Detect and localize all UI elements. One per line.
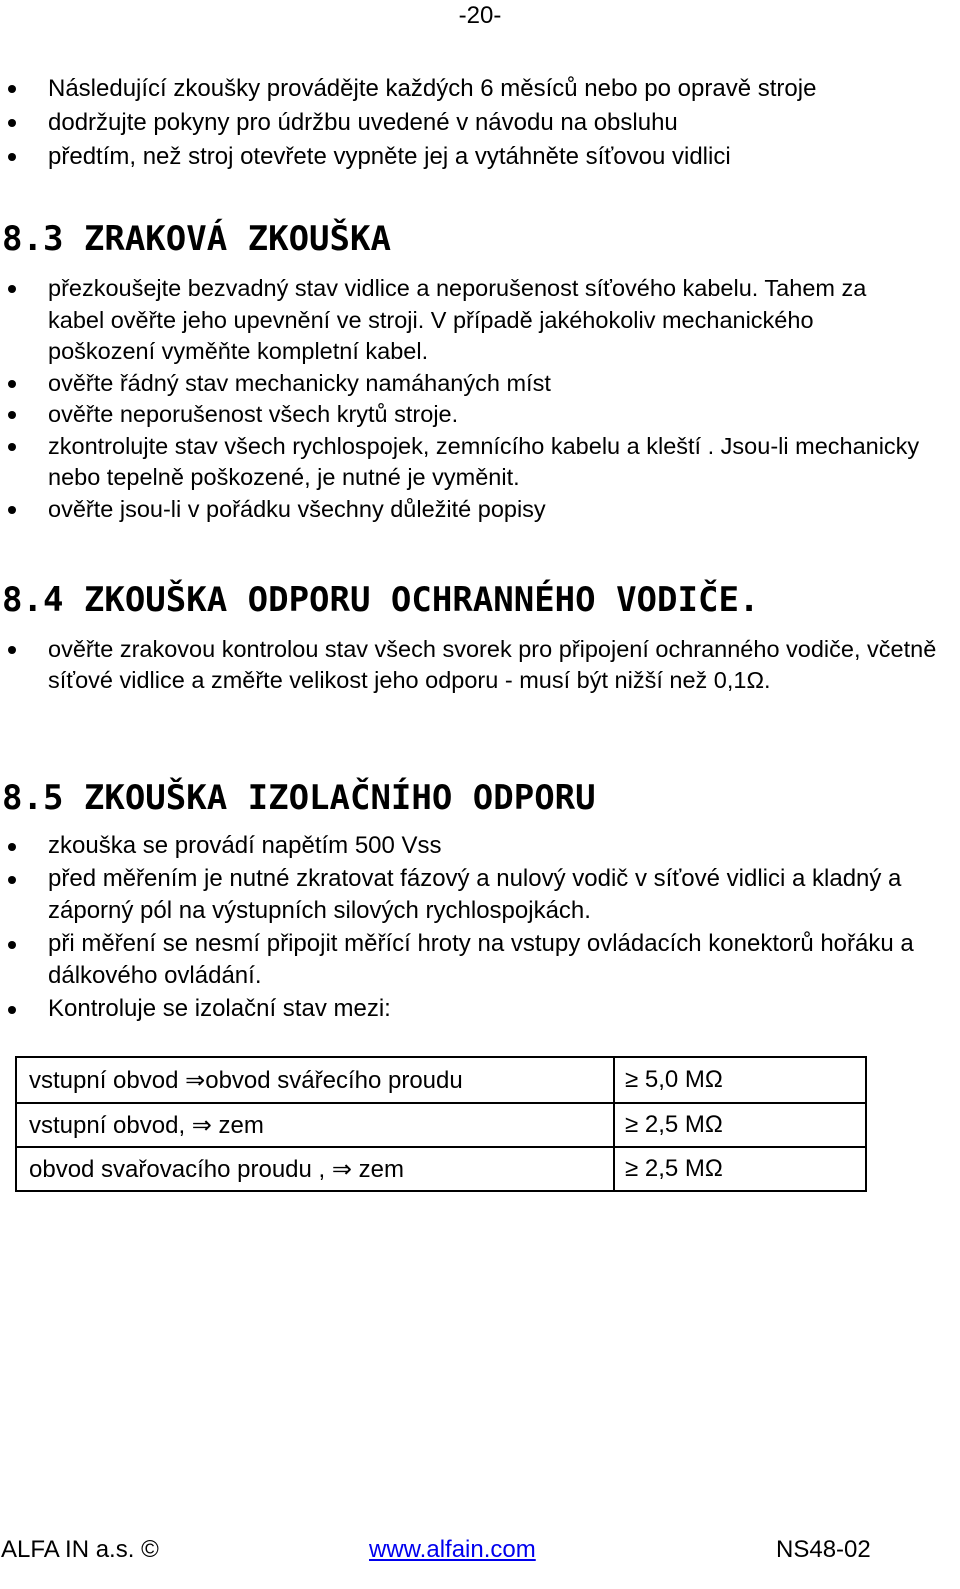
list-item-text: Následující zkoušky provádějte každých 6 měsíců nebo po opravě stroje	[48, 75, 817, 102]
bullet-icon	[8, 411, 16, 419]
section-84-heading: 8.4 ZKOUŠKA ODPORU OCHRANNÉHO VODIČE.	[2, 580, 760, 620]
bullet-icon	[8, 85, 16, 93]
list-item-text: ověřte zrakovou kontrolou stav všech svorek pro připojení ochranného vodiče, včetně síťové vidlice a změřte velikost jeho odporu - musí být nižší než 0,1Ω.	[48, 636, 937, 693]
bullet-icon	[8, 1006, 16, 1014]
bullet-icon	[8, 506, 16, 514]
list-item-text: před měřením je nutné zkratovat fázový a nulový vodič v síťové vidlici a kladný a záporný pól na výstupních silových rychlospojkách.	[48, 864, 902, 924]
list-item	[0, 993, 960, 1026]
list-item	[0, 106, 960, 140]
page-number: -20-	[458, 2, 502, 29]
table-cell-between: obvod svařovacího proudu , ⇒ zem	[16, 1147, 614, 1191]
table-row	[16, 1103, 866, 1147]
table-cell-limit: ≥ 2,5 MΩ	[614, 1147, 866, 1191]
list-item	[0, 863, 960, 928]
list-item-text: předtím, než stroj otevřete vypněte jej a vytáhněte síťovou vidlici	[48, 143, 731, 170]
list-item-text: ověřte neporušenost všech krytů stroje.	[48, 401, 459, 427]
section-84-list	[0, 634, 960, 696]
list-item	[0, 140, 960, 174]
list-item	[0, 368, 960, 400]
page-footer	[0, 1536, 960, 1570]
bullet-icon	[8, 843, 16, 851]
bullet-icon	[8, 876, 16, 884]
insulation-table	[15, 1056, 867, 1192]
table-cell-limit: ≥ 2,5 MΩ	[614, 1103, 866, 1147]
list-item	[0, 634, 960, 696]
list-item-text: zkontrolujte stav všech rychlospojek, zemnícího kabelu a kleští . Jsou-li mechanicky nebo tepelně poškozené, je nutné je vyměnit.	[48, 432, 920, 490]
table-cell-limit: ≥ 5,0 MΩ	[614, 1057, 866, 1103]
list-item-text: ověřte řádný stav mechanicky namáhaných míst	[48, 369, 551, 396]
bullet-icon	[8, 119, 16, 127]
section-85-heading: 8.5 ZKOUŠKA IZOLAČNÍHO ODPORU	[2, 778, 596, 818]
list-item	[0, 928, 960, 993]
list-item	[0, 494, 960, 526]
bullet-icon	[8, 285, 16, 293]
table-cell-between: vstupní obvod, ⇒ zem	[16, 1103, 614, 1147]
bullet-icon	[8, 646, 16, 654]
bullet-icon	[8, 941, 16, 949]
footer-doc-code: NS48-02	[776, 1536, 871, 1563]
table-row	[16, 1147, 866, 1191]
footer-company: ALFA IN a.s. ©	[1, 1536, 159, 1563]
section-83-heading: 8.3 ZRAKOVÁ ZKOUŠKA	[2, 219, 391, 259]
bullet-icon	[8, 443, 16, 451]
section-83-list	[0, 273, 960, 525]
list-item	[0, 830, 960, 863]
section-85-list	[0, 830, 960, 1025]
list-item-text: ověřte jsou-li v pořádku všechny důležité popisy	[48, 495, 546, 522]
list-item-text: dodržujte pokyny pro údržbu uvedené v návodu na obsluhu	[48, 109, 678, 136]
list-item-text: přezkoušejte bezvadný stav vidlice a neporušenost síťového kabelu. Tahem za kabel ověřte jeho upevnění ve stroji. V případě jakéhokoliv mechanického poškození vyměňte kompletní kabel.	[48, 275, 867, 364]
list-item-text: při měření se nesmí připojit měřící hroty na vstupy ovládacích konektorů hořáku a dálkového ovládání.	[48, 929, 914, 989]
intro-list	[0, 72, 960, 174]
list-item-text: zkouška se provádí napětím 500 Vss	[48, 832, 442, 859]
list-item	[0, 431, 960, 494]
table-cell-between: vstupní obvod ⇒obvod svářecího proudu	[16, 1057, 614, 1103]
list-item	[0, 399, 960, 431]
footer-website-link[interactable]: www.alfain.com	[369, 1536, 536, 1563]
list-item	[0, 72, 960, 106]
list-item-text: Kontroluje se izolační stav mezi:	[48, 994, 391, 1022]
bullet-icon	[8, 153, 16, 161]
table-row	[16, 1057, 866, 1103]
list-item	[0, 273, 960, 368]
bullet-icon	[8, 380, 16, 388]
